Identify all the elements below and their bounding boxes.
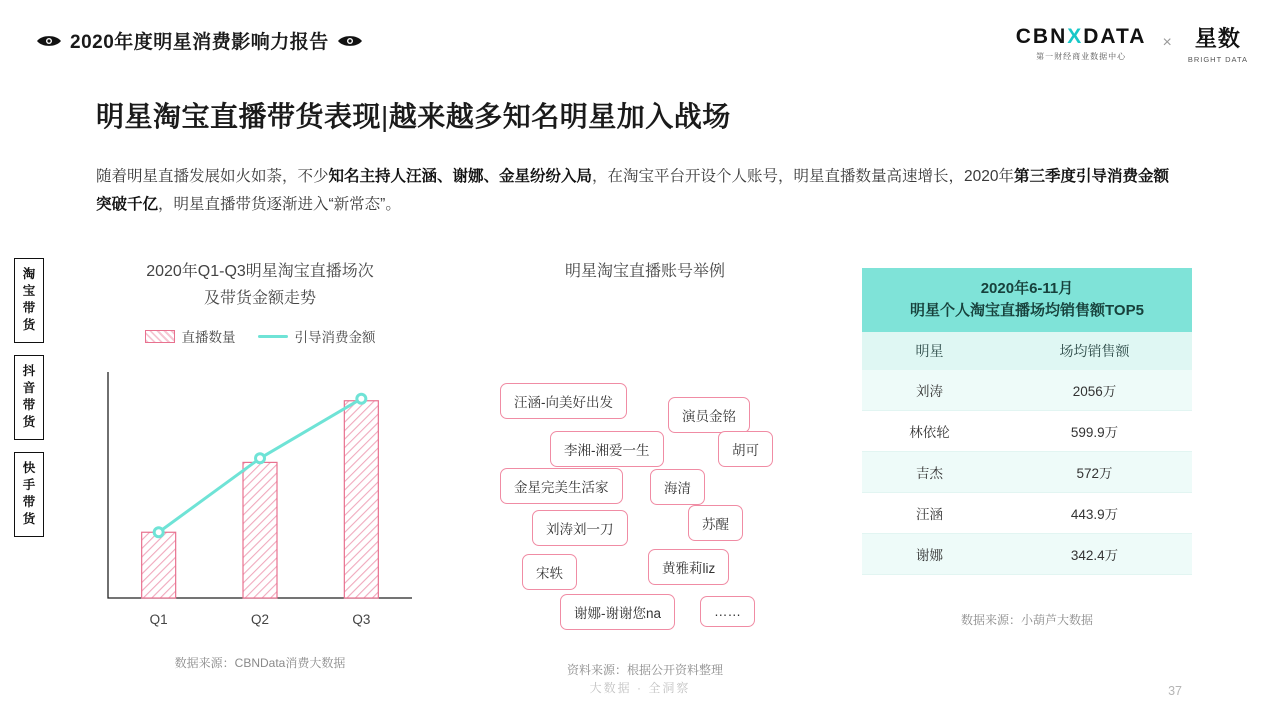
chart-line-point — [154, 528, 163, 537]
tab-label-char: 手 — [22, 478, 36, 492]
table-column-headers — [862, 332, 1192, 370]
chart-title-line2: 及带货金额走势 — [203, 290, 316, 307]
lead-segment-3: 第三季度引导消费金额突破千亿 — [96, 168, 1170, 213]
chart-bar — [142, 532, 176, 598]
chart-title-line1: 2020年Q1-Q3明星淘宝直播场次 — [146, 263, 374, 280]
table-header-line2: 明星个人淘宝直播场均销售额TOP5 — [910, 302, 1144, 319]
header-title-group — [36, 27, 363, 54]
account-bubble[interactable]: 汪涵-向美好出发 — [500, 383, 627, 419]
tab-label-char: 货 — [22, 415, 36, 429]
chart-legend — [90, 326, 430, 346]
table-cell-star: 汪涵 — [862, 493, 997, 534]
brightdata-name: 星数 — [1194, 26, 1241, 51]
chart-bar — [344, 401, 378, 598]
brightdata-subtitle: BRIGHT DATA — [1187, 55, 1248, 64]
legend-label-bar: 直播数量 — [181, 330, 236, 345]
account-bubble[interactable]: 胡可 — [718, 431, 773, 467]
account-bubble[interactable]: 刘涛刘一刀 — [532, 510, 628, 546]
slide-title-separator: | — [381, 101, 389, 132]
cbndata-name-b: DATA — [1083, 24, 1147, 48]
table-row — [862, 411, 1192, 452]
accounts-bubble-area — [450, 309, 840, 639]
section-tabs — [14, 258, 44, 549]
table-row — [862, 452, 1192, 493]
tab-label-char: 货 — [22, 318, 36, 332]
tab-kuaishou[interactable] — [14, 452, 44, 537]
tab-douyin[interactable] — [14, 355, 44, 440]
lead-paragraph — [96, 163, 1184, 219]
table-column-header: 场均销售额 — [997, 332, 1192, 370]
account-bubble[interactable]: 李湘-湘爱一生 — [550, 431, 664, 467]
chart-line-point — [357, 394, 366, 403]
account-bubble[interactable]: 演员金铭 — [668, 397, 750, 433]
chart-plot — [90, 362, 430, 612]
chart-source: 数据来源：CBNData消费大数据 — [174, 656, 346, 670]
top5-source: 数据来源：小葫芦大数据 — [960, 613, 1093, 627]
cbndata-logo — [1016, 25, 1147, 62]
cbndata-subtitle: 第一财经商业数据中心 — [1036, 51, 1127, 61]
chart-x-label: Q1 — [149, 612, 168, 627]
top5-table — [862, 268, 1192, 575]
chart-svg — [90, 362, 430, 612]
lead-segment-4: ，明星直播带货逐渐进入“新常态”。 — [158, 196, 401, 213]
table-cell-star: 谢娜 — [862, 534, 997, 575]
chart-panel — [90, 258, 430, 671]
brand-logos — [1016, 22, 1248, 64]
tab-label-char: 带 — [22, 301, 36, 315]
logo-separator: × — [1162, 34, 1172, 51]
top5-panel — [862, 268, 1192, 628]
table-header-line1: 2020年6-11月 — [980, 280, 1074, 297]
tab-label-char: 带 — [22, 495, 36, 509]
accounts-title: 明星淘宝直播账号举例 — [564, 263, 725, 280]
tab-label-char: 快 — [22, 461, 36, 475]
brightdata-logo — [1188, 22, 1248, 64]
table-cell-value: 2056万 — [997, 370, 1192, 411]
slide-title — [96, 95, 731, 135]
legend-item-line — [258, 326, 376, 346]
slide-title-main: 明星淘宝直播带货表现 — [96, 101, 382, 132]
table-cell-value: 342.4万 — [997, 534, 1192, 575]
table-row — [862, 534, 1192, 575]
line-swatch-icon — [258, 335, 288, 338]
eye-icon — [36, 34, 62, 48]
cbndata-name-a: CBN — [1015, 24, 1068, 48]
page-number: 37 — [1168, 684, 1182, 698]
lead-segment-0: 随着明星直播发展如火如荼，不少 — [96, 168, 329, 185]
account-bubble[interactable]: 谢娜-谢谢您na — [560, 594, 675, 630]
bar-swatch-icon — [145, 330, 175, 343]
account-bubble[interactable]: 金星完美生活家 — [500, 468, 623, 504]
page-title: 2020年度明星消费影响力报告 — [70, 32, 329, 53]
table-row — [862, 370, 1192, 411]
chart-x-label: Q2 — [250, 612, 270, 627]
table-cell-star: 吉杰 — [862, 452, 997, 493]
table-cell-star: 林依轮 — [862, 411, 997, 452]
table-column-header: 明星 — [862, 332, 997, 370]
cbndata-x: X — [1067, 24, 1084, 48]
lead-segment-1: 知名主持人汪涵、谢娜、金星纷纷入局 — [328, 168, 593, 185]
legend-label-line: 引导消费金额 — [294, 330, 376, 345]
chart-line-point — [256, 454, 265, 463]
accounts-panel — [450, 258, 840, 678]
table-row — [862, 493, 1192, 534]
tab-label-char: 带 — [22, 398, 36, 412]
table-cell-value: 443.9万 — [997, 493, 1192, 534]
chart-bar — [243, 462, 277, 598]
table-header-banner — [862, 268, 1192, 332]
tab-label-char: 淘 — [22, 267, 36, 281]
tab-label-char: 音 — [22, 381, 36, 395]
tab-taobao[interactable] — [14, 258, 44, 343]
legend-item-bar — [145, 326, 236, 346]
tab-label-char: 抖 — [22, 364, 36, 378]
tab-label-char: 宝 — [22, 284, 36, 298]
slide-title-sub: 越来越多知名明星加入战场 — [388, 101, 731, 132]
accounts-source: 资料来源：根据公开资料整理 — [566, 663, 723, 677]
chart-title — [90, 258, 430, 312]
page-header — [0, 0, 1280, 74]
lead-segment-2: ，在淘宝平台开设个人账号，明星直播数量高速增长，2020年 — [592, 168, 1015, 185]
table-cell-star: 刘涛 — [862, 370, 997, 411]
account-bubble[interactable]: 黄雅莉liz — [648, 549, 729, 585]
table-header-banner-text — [862, 268, 1192, 332]
eye-icon — [337, 34, 363, 48]
account-bubble[interactable]: 苏醒 — [688, 505, 743, 541]
table-cell-value: 572万 — [997, 452, 1192, 493]
chart-x-label: Q3 — [352, 612, 371, 627]
chart-x-axis-labels — [108, 612, 424, 632]
table-cell-value: 599.9万 — [997, 411, 1192, 452]
account-bubble[interactable]: 宋轶 — [522, 554, 577, 590]
account-bubble[interactable]: …… — [700, 596, 755, 627]
tab-label-char: 货 — [22, 512, 36, 526]
footer-tagline: 大数据 · 全洞察 — [589, 681, 691, 695]
account-bubble[interactable]: 海清 — [650, 469, 705, 505]
